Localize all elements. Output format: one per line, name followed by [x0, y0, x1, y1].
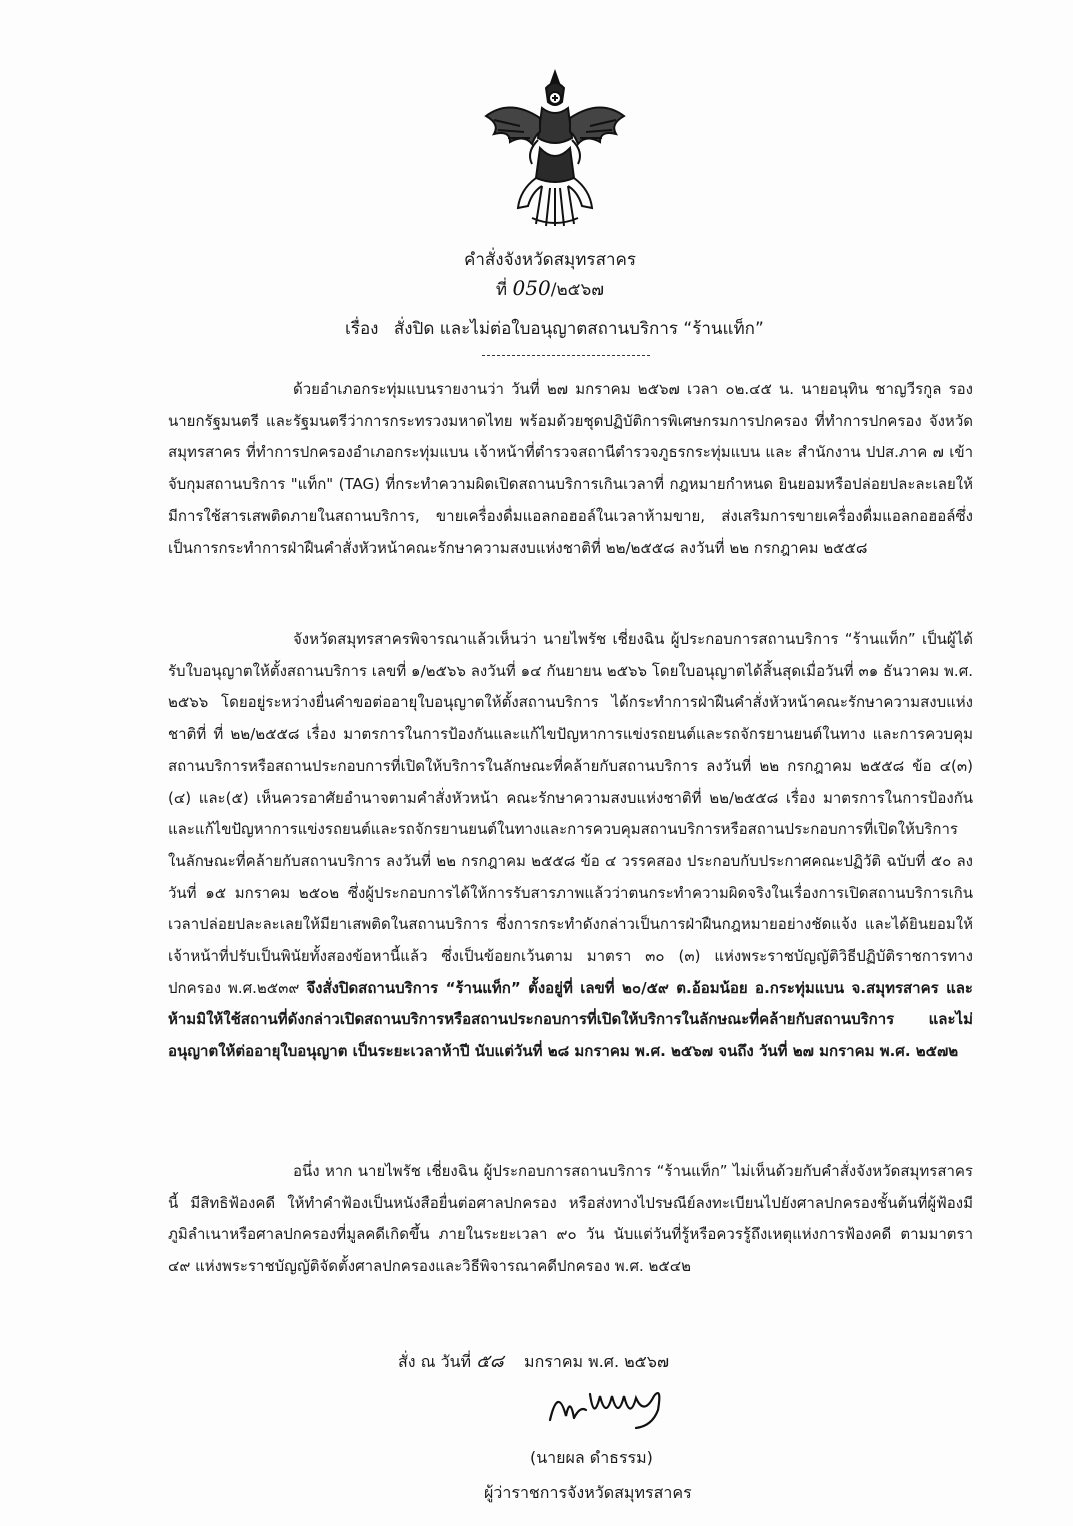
paragraph-appeal-rights: อนึ่ง หาก นายไพรัช เชี่ยงฉิน ผู้ประกอบการสถานบริการ “ร้านแท็ก” ไม่เห็นด้วยกับคำสั่งจังหวัดสมุทรสาครนี้ มีสิทธิฟ้องคดี ให้ทำคำฟ้องเป็นหนังสือยื่นต่อศาลปกครอง หรือส่งทางไปรษณีย์ลงทะเบียนไปยังศาลปกครองชั้นต้นที่ผู้ฟ้องมีภูมิลำเนาหรือศาลปกครองที่มูลคดีเกิดขึ้น ภายในระยะเวลา ๙๐ วัน นับแต่วันที่รู้หรือควรรู้ถึงเหตุแห่งการฟ้องคดี ตามมาตรา ๔๙ แห่งพระราชบัญญัติจัดตั้งศาลปกครองและวิธีพิจารณาคดีปกครอง พ.ศ. ๒๕๔๒ — [168, 1162, 973, 1276]
handwritten-signature-icon — [540, 1376, 680, 1432]
ordered-day-handwritten: ๕๘ — [476, 1351, 504, 1372]
closure-order-text: จึงสั่งปิดสถานบริการ “ร้านแท็ก” ตั้งอยู่ที่ เลขที่ ๒๐/๕๙ ต.อ้อมน้อย อ.กระทุ่มแบน จ.สมุทรสาคร และห้ามมิให้ใช้สถานที่ดังกล่าวเปิดสถานบริการหรือสถานประกอบการที่เปิดให้บริการในลักษณะที่คล้ายกับสถานบริการ และไม่อนุญาตให้ต่ออายุใบอนุญาต เป็นระยะเวลาห้าปี นับแต่วันที่ ๒๘ มกราคม พ.ศ. ๒๕๖๗ จนถึง วันที่ ๒๗ มกราคม พ.ศ. ๒๕๗๒ — [168, 978, 973, 1061]
paragraph-report: ด้วยอำเภอกระทุ่มแบนรายงานว่า วันที่ ๒๗ มกราคม ๒๕๖๗ เวลา ๐๒.๔๕ น. นายอนุทิน ชาญวีรกูล รองนายกรัฐมนตรี และรัฐมนตรีว่าการกระทรวงมหาดไทย พร้อมด้วยชุดปฏิบัติการพิเศษกรมการปกครอง ที่ทำการปกครอง จังหวัดสมุทรสาคร ที่ทำการปกครองอำเภอกระทุ่มแบน เจ้าหน้าที่ตำรวจสถานีตำรวจภูธรกระทุ่มแบน และ สำนักงาน ปปส.ภาค ๗ เข้าจับกุมสถานบริการ "แท็ก" (TAG) ที่กระทำความผิดเปิดสถานบริการเกินเวลาที่ กฎหมายกำหนด ยินยอมหรือปล่อยปละละเลยให้มีการใช้สารเสพติดภายในสถานบริการ, ขายเครื่องดื่มแอลกอฮอล์ในเวลาห้ามขาย, ส่งเสริมการขายเครื่องดื่มแอลกอฮอล์ซึ่งเป็นการกระทำการฝ่าฝืนคำสั่งหัวหน้าคณะรักษาความสงบแห่งชาติที่ ๒๒/๒๕๕๘ ลงวันที่ ๒๒ กรกฎาคม ๒๕๕๘ — [168, 380, 973, 557]
paragraph-consideration-text: จังหวัดสมุทรสาครพิจารณาแล้วเห็นว่า นายไพรัช เชี่ยงฉิน ผู้ประกอบการสถานบริการ “ร้านแท็ก” เป็นผู้ได้รับใบอนุญาตให้ตั้งสถานบริการ เลขที่ ๑/๒๕๖๖ ลงวันที่ ๑๔ กันยายน ๒๕๖๖ โดยใบอนุญาตได้สิ้นสุดเมื่อวันที่ ๓๑ ธันวาคม พ.ศ. ๒๕๖๖ โดยอยู่ระหว่างยื่นคำขอต่ออายุใบอนุญาตให้ตั้งสถานบริการ ได้กระทำการฝ่าฝืนคำสั่งหัวหน้าคณะรักษาความสงบแห่งชาติที่ ที่ ๒๒/๒๕๕๘ เรื่อง มาตรการในการป้องกันและแก้ไขปัญหาการแข่งรถยนต์และรถจักรยานยนต์ในทาง และการควบคุมสถานบริการหรือสถานประกอบการที่เปิดให้บริการในลักษณะที่คล้ายกับสถานบริการ ลงวันที่ ๒๒ กรกฎาคม ๒๕๕๘ ข้อ ๔(๓)(๔) และ(๕) เห็นควรอาศัยอำนาจตามคำสั่งหัวหน้า คณะรักษาความสงบแห่งชาติที่ ๒๒/๒๕๕๘ เรื่อง มาตรการในการป้องกันและแก้ไขปัญหาการแข่งรถยนต์และรถจักรยานยนต์ในทางและการควบคุมสถานบริการหรือสถานประกอบการที่เปิดให้บริการในลักษณะที่คล้ายกับสถานบริการ ลงวันที่ ๒๒ กรกฎาคม ๒๕๕๘ ข้อ ๔ วรรคสอง ประกอบกับประกาศคณะปฏิวัติ ฉบับที่ ๕๐ ลงวันที่ ๑๕ มกราคม ๒๕๐๒ ซึ่งผู้ประกอบการได้ให้การรับสารภาพแล้วว่าตนกระทำความผิดจริงในเรื่องการเปิดสถานบริการเกินเวลาปล่อยปละละเลยให้มียาเสพติดในสถานบริการ ซึ่งการกระทำดังกล่าวเป็นการฝ่าฝืนกฎหมายอย่างชัดแจ้ง และได้ยินยอมให้เจ้าหน้าที่ปรับเป็นพินัยทั้งสองข้อหานี้แล้ว ซึ่งเป็นข้อยกเว้นตาม มาตรา ๓๐ (๓) แห่งพระราชบัญญัติวิธีปฏิบัติราชการทางปกครอง พ.ศ.๒๕๓๙ — [168, 630, 974, 997]
subject-label: เรื่อง — [345, 319, 379, 339]
garuda-emblem-icon — [480, 68, 630, 228]
ordered-on-label: สั่ง ณ วันที่ — [398, 1352, 472, 1371]
order-number-line — [0, 276, 1073, 303]
order-title: คำสั่งจังหวัดสมุทรสาคร — [464, 250, 636, 270]
subject-text: สั่งปิด และไม่ต่อใบอนุญาตสถานบริการ “ร้านแท็ก” — [393, 319, 764, 339]
signer-title: ผู้ว่าราชการจังหวัดสมุทรสาคร — [484, 1483, 692, 1502]
order-number-handwritten: 050 — [512, 276, 551, 300]
ordered-month-year: มกราคม พ.ศ. ๒๕๖๗ — [524, 1352, 669, 1371]
order-date-line — [398, 1346, 669, 1375]
order-prefix: ที่ — [495, 280, 508, 300]
order-year: /๒๕๖๗ — [550, 280, 605, 300]
signer-name: (นายผล ดำธรรม) — [530, 1448, 653, 1467]
subject-line — [345, 315, 764, 342]
title-divider — [482, 355, 650, 356]
paragraph-consideration — [168, 624, 973, 1136]
